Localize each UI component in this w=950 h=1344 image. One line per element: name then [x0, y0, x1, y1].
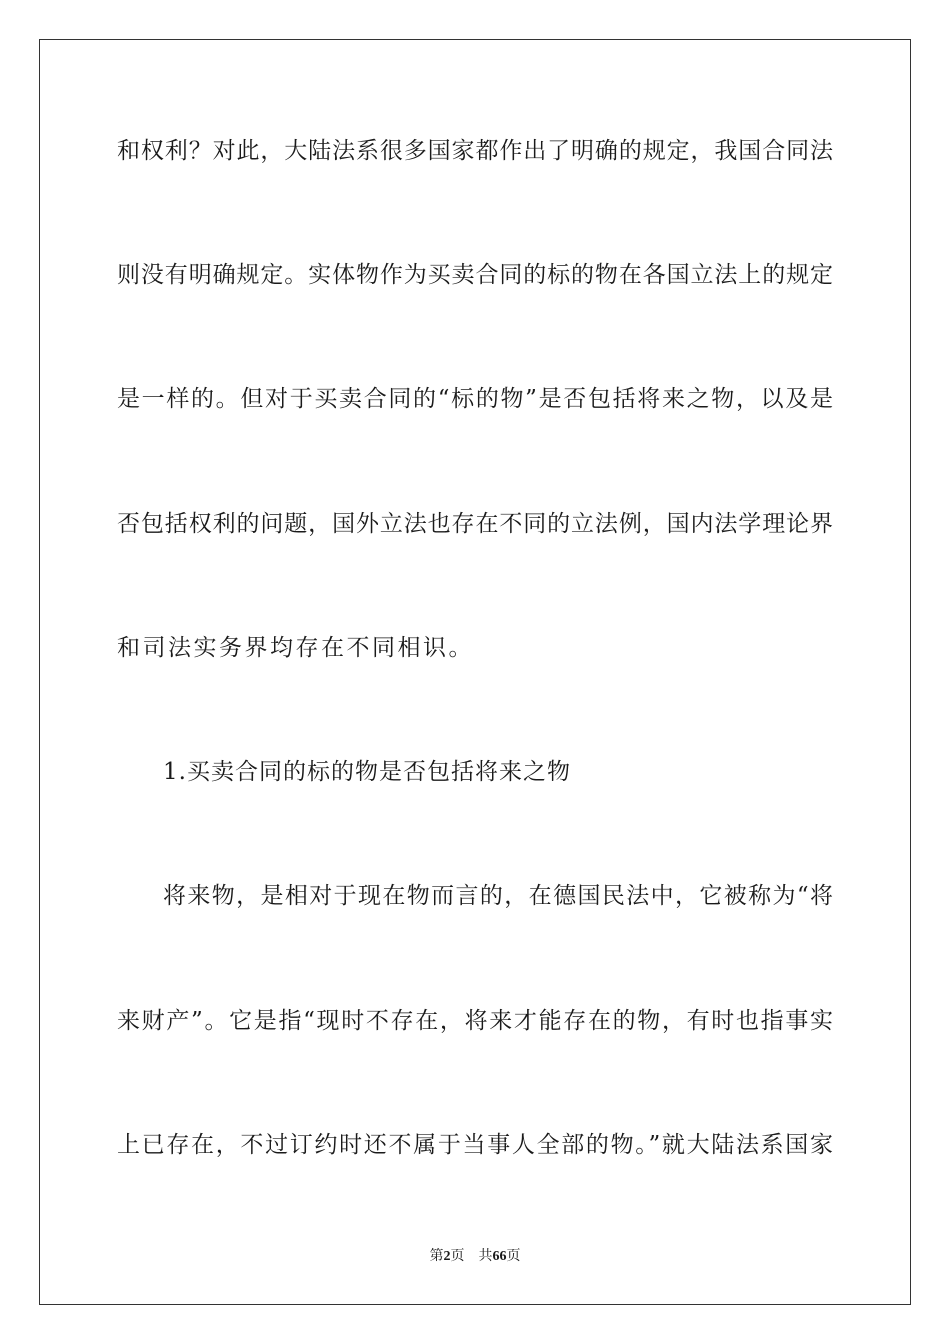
body-line-8: 来财产”。它是指“现时不存在，将来才能存在的物，有时也指事实 [117, 1008, 833, 1034]
section-heading: 1.买卖合同的标的物是否包括将来之物 [163, 759, 571, 785]
body-line-3: 是一样的。但对于买卖合同的“标的物”是否包括将来之物，以及是 [117, 386, 833, 412]
body-line-4: 否包括权利的问题，国外立法也存在不同的立法例，国内法学理论界 [117, 511, 833, 537]
body-line-2: 则没有明确规定。实体物作为买卖合同的标的物在各国立法上的规定 [117, 262, 833, 288]
total-pages: 66 [492, 1249, 507, 1264]
body-line-7: 将来物，是相对于现在物而言的，在德国民法中，它被称为“将 [163, 883, 833, 909]
page-prefix: 第 [429, 1248, 444, 1264]
page-footer [0, 1247, 950, 1266]
page-number: 2 [443, 1249, 451, 1264]
body-line-1: 和权利？对此，大陆法系很多国家都作出了明确的规定，我国合同法 [117, 138, 833, 164]
page-suffix: 页 [450, 1248, 465, 1264]
total-suffix: 页 [506, 1248, 521, 1264]
total-prefix: 共 [478, 1248, 493, 1264]
body-line-9: 上已存在，不过订约时还不属于当事人全部的物。”就大陆法系国家 [117, 1132, 833, 1158]
page-border [39, 39, 911, 1305]
body-line-5: 和司法实务界均存在不同相识。 [117, 635, 474, 661]
